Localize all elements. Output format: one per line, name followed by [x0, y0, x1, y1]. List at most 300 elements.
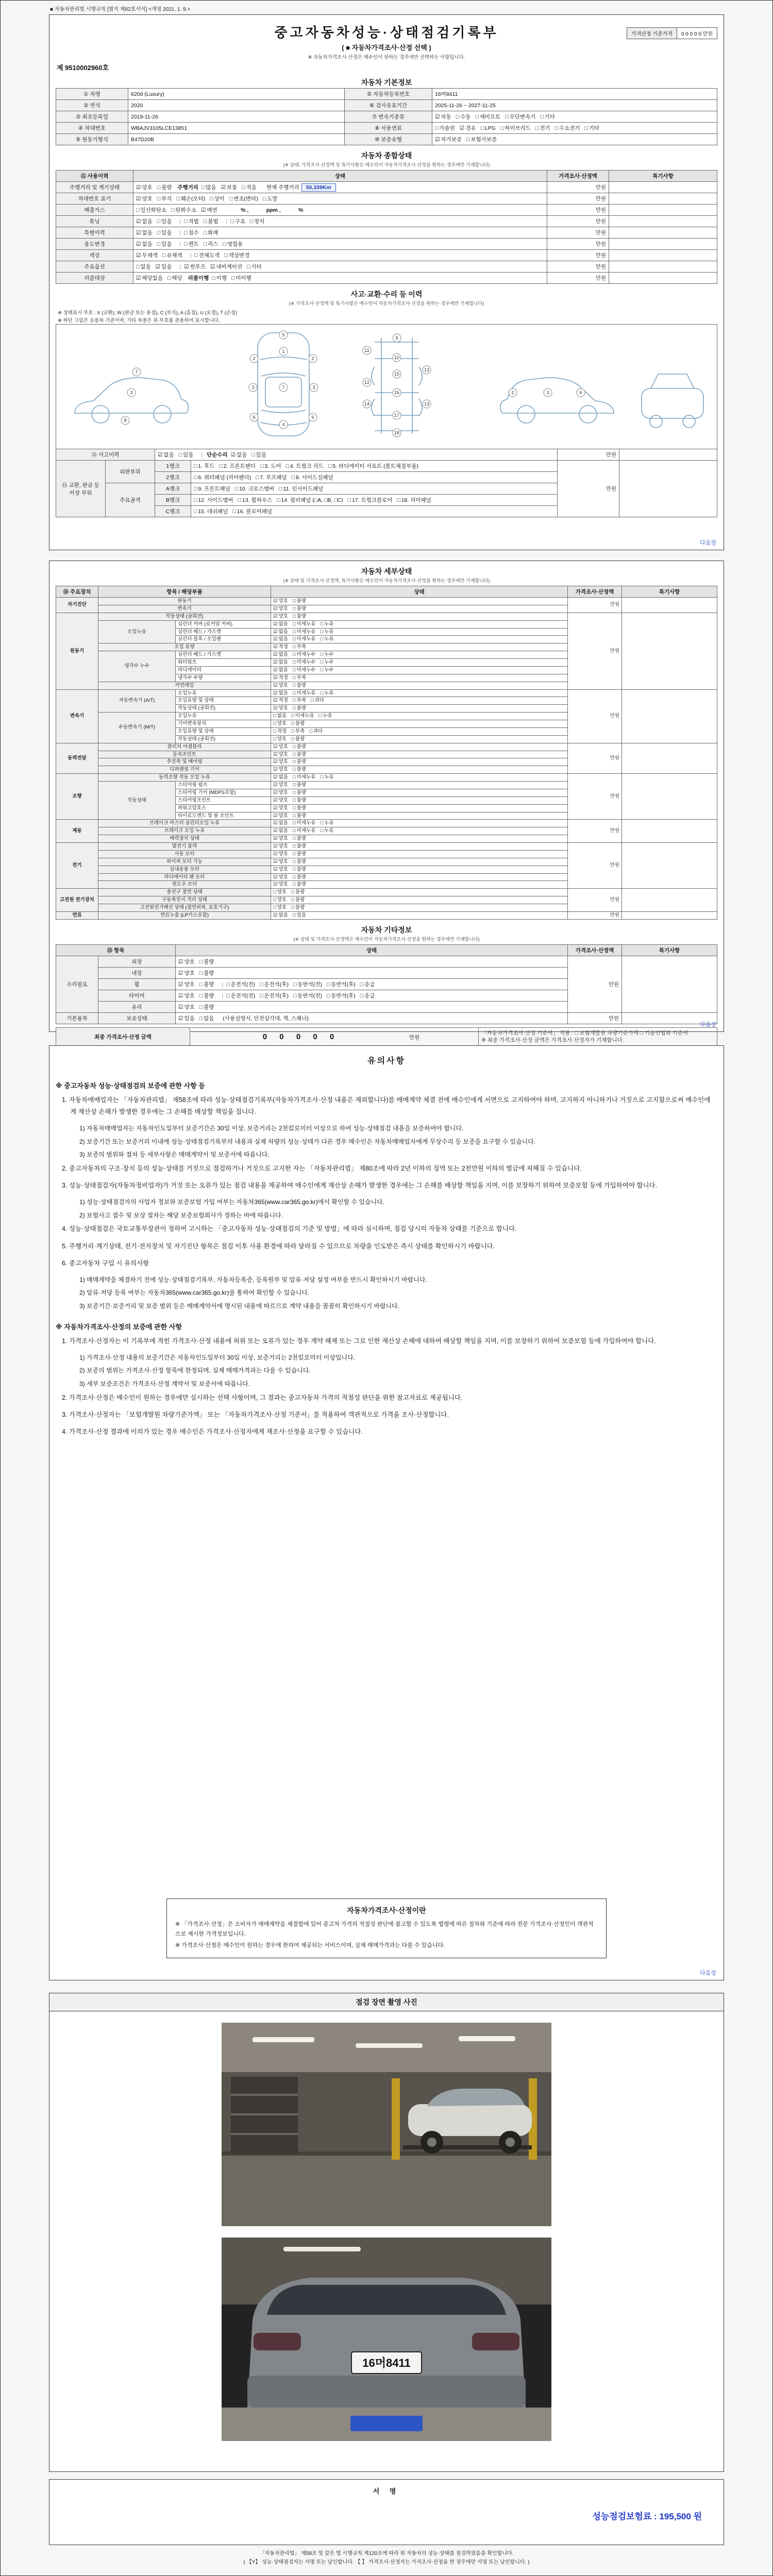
diagram-number: [363, 400, 371, 408]
status-cell: [271, 751, 568, 758]
sub-part-label: 오일유량 및 상태: [176, 697, 271, 705]
checked-checkbox-icon: ☑: [273, 759, 278, 765]
checkbox-option: ☑ 양호: [273, 682, 288, 688]
checked-checkbox-icon: ☑: [273, 767, 278, 773]
sub-part-label: 워터펌프: [176, 659, 271, 667]
separator: |: [222, 981, 224, 988]
status-cell: [176, 978, 568, 990]
item-label: 냉각수 누수: [98, 651, 176, 682]
checkbox-option: ☑ 양호: [273, 858, 288, 865]
notice-item: 6. 중고자동차 구입 시 유의사항: [62, 1259, 149, 1267]
unchecked-checkbox-icon: □: [292, 705, 296, 711]
diagram-number: [544, 388, 552, 397]
part-item: □ 10. 크로스멤버: [234, 486, 275, 492]
unchecked-checkbox-icon: □: [157, 241, 161, 247]
checkbox-option: □ 응급: [360, 981, 375, 988]
diagram-number: [393, 370, 401, 378]
rear-photo-illustration: [222, 2238, 551, 2441]
checkbox-option: □ 누유: [320, 690, 334, 696]
price-definition-title: 자동차가격조사·산정이란: [347, 1906, 426, 1914]
diagram-number: [121, 416, 129, 425]
item-label: 와이퍼 모터 기능: [98, 858, 271, 866]
header-state: 상태: [133, 171, 547, 182]
checked-checkbox-icon: ☑: [273, 743, 278, 750]
status-cell: [271, 651, 568, 659]
checked-checkbox-icon: ☑: [273, 774, 278, 781]
final-price-note-1: 「자동차가격조사·산정 기준서」 적용 : □ 보험개발원 차량기준가액 □ 기술인협회 기준서: [481, 1029, 688, 1036]
unchecked-checkbox-icon: □: [162, 252, 166, 259]
field-label: ① 차명: [56, 89, 128, 100]
diagram-number: [393, 353, 401, 362]
status-cell: [133, 205, 547, 216]
part-item: □ 17. 트렁크플로어: [347, 497, 393, 503]
price-cell: 만원: [547, 239, 609, 250]
price-cell: 만원: [568, 820, 622, 843]
checkbox-option: □ 색상변경: [224, 252, 250, 259]
signature-title: 서 명: [373, 2487, 400, 2495]
sub-part-label: 작동상태 (공회전): [176, 735, 271, 743]
checked-checkbox-icon: ☑: [273, 751, 278, 757]
device-group-label: 제동: [56, 820, 98, 843]
checkbox-option: ☑ 양호: [273, 782, 288, 788]
accident-history-options: [155, 449, 558, 461]
status-cell: [271, 758, 568, 766]
unchecked-checkbox-icon: □: [397, 497, 400, 503]
misc-group-label: 수리필요: [56, 956, 98, 1012]
unchecked-checkbox-icon: □: [178, 452, 182, 458]
unchecked-checkbox-icon: □: [223, 241, 226, 247]
unchecked-checkbox-icon: □: [249, 218, 254, 225]
checkbox-option: ☑ 없음: [273, 828, 288, 834]
unchecked-checkbox-icon: □: [203, 241, 207, 247]
checked-checkbox-icon: ☑: [273, 812, 278, 819]
checked-checkbox-icon: ☑: [273, 912, 278, 918]
checkbox-option: ☑ 양호: [273, 743, 288, 750]
inspection-photo-rear: [222, 2238, 551, 2441]
svg-text:4: 4: [282, 422, 285, 427]
rank-label: C랭크: [155, 506, 191, 517]
part-item: □ 9. 프론트패널: [194, 486, 230, 492]
sub-part-label: 기어변속장치: [176, 720, 271, 728]
accident-legend-1: ※ 상태표시 부호 : X (교환), W (판금 또는 용접), C (부식), A (흠집), U (요철), T (손상): [58, 310, 238, 316]
final-price-unit: 만원: [409, 1034, 420, 1041]
svg-text:2: 2: [511, 390, 514, 395]
status-cell: [271, 605, 568, 613]
usage-label: 용도변경: [56, 239, 133, 250]
header-remarks: 특기사항: [622, 586, 717, 598]
misc-info-table: [56, 944, 717, 1024]
price-definition-line: ※ 「가격조사·산정」은 소비자가 매매계약을 체결함에 있어 중고차 가격의 적절성 판단에 참고할 수 있도록 법령에 따른 절차와 기준에 따라 전문 가격조사·산정인이 객관적으로 제시한 가격정보입니다.: [175, 1921, 594, 1937]
checkbox-option: □ 부식: [157, 196, 172, 202]
overall-row: [56, 193, 717, 205]
notice-sub-item: 1) 자동차매매업자는 자동차인도일부터 보증기간은 30일 이상, 보증거리는 2천킬로미터 이상으로 하여 성능·상태점검 내용을 보증하여야 합니다.: [79, 1125, 464, 1132]
status-cell: [133, 227, 547, 239]
svg-text:6: 6: [253, 415, 256, 420]
item-label: 고전원전기배선 상태 (절연피복, 보호기구): [98, 904, 271, 912]
inspection-premium-label: 성능점검보험료 :: [592, 2512, 657, 2521]
misc-item-label: 내장: [98, 967, 176, 978]
unchecked-checkbox-icon: □: [226, 981, 230, 988]
unchecked-checkbox-icon: □: [292, 912, 296, 918]
checked-checkbox-icon: ☑: [221, 184, 226, 191]
status-cell: [133, 182, 547, 193]
unchecked-checkbox-icon: □: [157, 230, 161, 236]
unchecked-checkbox-icon: □: [347, 497, 351, 503]
checkbox-option: ☑ 양호: [178, 992, 195, 999]
unchecked-checkbox-icon: □: [293, 992, 297, 999]
status-cell: [176, 1001, 568, 1012]
checkbox-option: □ 훼손(오타): [176, 196, 206, 202]
checkbox-option: □ 기타: [584, 125, 600, 131]
accident-history-table: [56, 449, 717, 517]
item-label: 오일 유량: [98, 643, 271, 651]
diagram-number: [393, 429, 401, 437]
header-remarks: 특기사항: [622, 944, 717, 956]
svg-text:13: 13: [424, 367, 430, 372]
checkbox-option: □ 있음: [178, 452, 194, 458]
accident-history-label: ⑫ 사고이력: [56, 449, 155, 461]
svg-text:8: 8: [124, 418, 127, 423]
sub-part-label: 실린더 헤드 / 가스켓: [176, 651, 271, 659]
checked-checkbox-icon: ☑: [273, 836, 278, 842]
checkbox-option: ☑ 자동: [435, 114, 451, 120]
panel-photos: [49, 1993, 724, 2472]
checkbox-option: □ 미세누수: [292, 667, 316, 673]
final-price-note-2: ※ 최종 가격조사·산정 금액은 가격조사·산정자가 기재합니다.: [481, 1037, 624, 1044]
sub-part-label: 스티어링조인트: [176, 796, 271, 804]
unchecked-checkbox-icon: □: [210, 196, 213, 202]
checkbox-option: □ 불량: [292, 805, 306, 811]
checkbox-option: ☑ 양호: [273, 613, 288, 619]
diagram-number: [509, 388, 517, 397]
item-label: 윈도우 모터: [98, 881, 271, 889]
unchecked-checkbox-icon: □: [194, 497, 197, 503]
misc-extra-text: (사용설명서, 안전삼각대, 잭, 스패너): [223, 1015, 309, 1022]
checkbox-option: □ 불량: [292, 843, 306, 849]
footer-line-1: 「자동차관리법」 제58조 및 같은 법 시행규칙 제120조에 따라 위 자동차의 성능·상태를 점검하였음을 확인합니다.: [259, 2551, 514, 2556]
footer-line-2: ( 【Y】 성능·상태점검자는 서명 또는 날인합니다. 【 】 가격조사·산정자는 가격조사·산정을 한 경우에만 서명 또는 날인합니다. ): [243, 2560, 530, 2565]
unchecked-checkbox-icon: □: [326, 981, 330, 988]
checked-checkbox-icon: ☑: [459, 125, 465, 131]
price-cell: 만원: [568, 1012, 622, 1024]
field-value: 2025-11-26 ~ 2027-11-25: [432, 100, 717, 111]
unchecked-checkbox-icon: □: [273, 736, 276, 742]
notice-item: 2. 가격조사·산정은 매수인이 원하는 경우에만 실시하는 선택 사항이며, 그 결과는 중고자동차 가격의 적절성 판단을 위한 참고자료로 제공됩니다.: [62, 1394, 463, 1401]
item-label: 라디에이터 팬 모터: [98, 873, 271, 881]
field-options: [432, 134, 717, 145]
checked-checkbox-icon: ☑: [178, 958, 183, 965]
checked-checkbox-icon: ☑: [273, 874, 278, 880]
checkbox-option: ☑ 없음: [273, 690, 288, 696]
unchecked-checkbox-icon: □: [554, 125, 558, 131]
checkbox-option: □ 운전석(전): [226, 981, 256, 988]
outer-panel-label: 외판부위: [106, 461, 155, 483]
svg-text:3: 3: [312, 385, 315, 390]
checkbox-option: ☑ 양호: [178, 981, 195, 988]
unchecked-checkbox-icon: □: [273, 713, 276, 719]
checkbox-option: □ 미세누수: [292, 652, 316, 658]
next-page-link[interactable]: 다음장: [700, 1970, 716, 1976]
header-usage: ⑪ 사용이력: [56, 171, 133, 182]
price-cell: 만원: [558, 449, 619, 461]
checked-checkbox-icon: ☑: [178, 1015, 183, 1022]
unchecked-checkbox-icon: □: [320, 659, 324, 665]
unchecked-checkbox-icon: □: [360, 981, 364, 988]
status-cell: [271, 804, 568, 812]
checkbox-option: □ 미세누수: [292, 659, 316, 665]
unchecked-checkbox-icon: □: [260, 463, 264, 469]
diagram-number: [423, 366, 431, 374]
unchecked-checkbox-icon: □: [273, 721, 276, 726]
unchecked-checkbox-icon: □: [273, 905, 276, 910]
unchecked-checkbox-icon: □: [293, 981, 297, 988]
checkbox-option: □ 유채색: [162, 252, 182, 259]
notice-item: 2. 중고자동차의 구조·장치 등의 성능·상태를 거짓으로 점검하거나 거짓으로 고지한 자는 「자동차관리법」 제80조에 따라 2년 이하의 징역 또는 2천만원 이하의 벌금에 처해질 수 있습니다.: [62, 1165, 582, 1173]
checkbox-option: □ 불량: [199, 992, 214, 999]
overall-row: [56, 239, 717, 250]
svg-text:5: 5: [282, 332, 285, 337]
field-label: ⑤ 자동차등록번호: [345, 89, 432, 100]
next-page-link[interactable]: 다음장: [700, 540, 716, 546]
remarks-cell: [622, 774, 717, 820]
unchecked-checkbox-icon: □: [292, 674, 296, 681]
remarks-cell: [622, 598, 717, 613]
diagram-number: [393, 411, 401, 419]
checkbox-option: □ 전기: [535, 125, 550, 131]
status-cell: [271, 613, 568, 620]
remarks-cell: [622, 820, 717, 843]
next-page-link[interactable]: 다음장: [700, 1022, 716, 1028]
table-header-row: [56, 944, 717, 956]
table-header-row: [56, 171, 717, 182]
unchecked-checkbox-icon: □: [320, 820, 324, 826]
checkbox-option: ☑ 양호: [273, 759, 288, 765]
overall-row: [56, 205, 717, 216]
rank-parts: [191, 483, 558, 495]
unchecked-checkbox-icon: □: [292, 644, 296, 650]
unchecked-checkbox-icon: □: [292, 805, 296, 811]
checkbox-option: ☑ 없음: [273, 621, 288, 627]
checkbox-option: □ 부족: [292, 698, 306, 704]
checked-checkbox-icon: ☑: [273, 866, 278, 872]
price-cell: 만원: [547, 205, 609, 216]
overall-row: [56, 216, 717, 227]
part-item: □ 4. 트렁크 리드: [285, 463, 324, 469]
item-label: 배력장치 상태: [98, 835, 271, 843]
sub-part-label: 실린더 커버 (로커암 커버): [176, 620, 271, 628]
checkbox-option: □ 동반석(전): [293, 992, 322, 999]
checked-checkbox-icon: ☑: [273, 851, 278, 857]
unchecked-checkbox-icon: □: [292, 843, 296, 849]
checkbox-option: ☑ 양호: [273, 874, 288, 880]
inspection-premium-value: 195,500 원: [659, 2512, 702, 2521]
svg-text:3: 3: [546, 390, 549, 395]
checkbox-option: □ 불량: [292, 836, 306, 842]
svg-text:7: 7: [135, 369, 138, 375]
status-cell: [271, 866, 568, 873]
detail-row: [56, 889, 717, 896]
checkbox-option: ☑ 양호: [178, 970, 195, 976]
status-cell: [271, 674, 568, 682]
field-label: ⑥ 검사유효기간: [345, 100, 432, 111]
checkbox-option: □ 불량: [292, 789, 306, 795]
status-cell: [271, 659, 568, 667]
basic-info-table: [56, 88, 717, 145]
device-group-label: 전기: [56, 843, 98, 889]
field-value: WBAJV3105LCE13851: [128, 123, 345, 134]
unchecked-checkbox-icon: □: [226, 992, 230, 999]
checkbox-option: ☑ 없음: [273, 820, 288, 826]
rank-label: 1랭크: [155, 461, 191, 472]
unchecked-checkbox-icon: □: [292, 851, 296, 857]
unchecked-checkbox-icon: □: [328, 463, 332, 469]
exchange-rank-row: [56, 461, 717, 472]
status-cell: [271, 774, 568, 782]
diagram-number: [132, 368, 141, 376]
checkbox-option: ☑ 없음: [158, 452, 174, 458]
base-price-unit: 만원: [702, 31, 713, 37]
checkbox-option: ☑ 없음: [230, 452, 247, 458]
unchecked-checkbox-icon: □: [273, 728, 276, 734]
status-cell: [271, 911, 568, 919]
field-value: 2019-11-26: [128, 111, 345, 123]
sub-part-label: 타이로드엔드 및 볼 조인트: [176, 812, 271, 820]
diagram-number: [279, 347, 288, 355]
svg-text:11: 11: [364, 348, 369, 353]
unchecked-checkbox-icon: □: [292, 882, 296, 888]
checkbox-option: ☑ 양호: [273, 797, 288, 803]
unchecked-checkbox-icon: □: [292, 598, 296, 604]
checkbox-option: □ 리스: [203, 241, 219, 247]
notice-item: 1. 가격조사·산정자는 이 기록부에 적힌 가격조사·산정 내용에 허위 또는 오류가 있는 경우 계약 해제 또는 그로 인한 재산상 손해에 대하여 배상할 책임을 지며, 이를 보장하기 위하여 보증보험 등에 가입하여야 합니다.: [62, 1337, 656, 1345]
unchecked-checkbox-icon: □: [584, 125, 588, 131]
status-cell: [271, 827, 568, 835]
part-item: □ 8. 사이드실패널: [291, 474, 333, 481]
header-price: 가격조사·산정액: [568, 944, 622, 956]
sub-part-label: 파워고압호스: [176, 804, 271, 812]
header-price: 가격조사·산정액: [547, 171, 609, 182]
unchecked-checkbox-icon: □: [291, 721, 294, 726]
checkbox-option: □ 상이: [210, 196, 225, 202]
unchecked-checkbox-icon: □: [292, 820, 296, 826]
item-label: 동력조향 작동 오일 누유: [98, 774, 271, 782]
svg-text:12: 12: [364, 380, 370, 385]
notice-sub-item: 1) 매매계약을 체결하기 전에 성능·상태점검기록부, 자동차등록증, 등록원부 및 압류·저당 설정 여부를 반드시 확인하시기 바랍니다.: [79, 1276, 427, 1283]
unchecked-checkbox-icon: □: [176, 196, 180, 202]
notice-item: 3. 가격조사·산정자는 「보험개발원 차량기준가액」 또는 「자동차가격조사·산정 기준서」를 적용하여 객관적으로 가격을 조사·산정합니다.: [62, 1411, 449, 1418]
notice-part-b-items: [56, 1335, 717, 1443]
usage-label: 색상: [56, 250, 133, 261]
unchecked-checkbox-icon: □: [273, 889, 276, 895]
unchecked-checkbox-icon: □: [540, 114, 544, 120]
part-item: □ 11. 인사이드패널: [279, 486, 324, 492]
checked-checkbox-icon: ☑: [273, 805, 278, 811]
unchecked-checkbox-icon: □: [194, 463, 197, 469]
unchecked-checkbox-icon: □: [292, 605, 296, 612]
field-label: ⑦ 변속기종류: [345, 111, 432, 123]
header-state: 상태: [271, 586, 568, 598]
final-price-label: 최종 가격조사·산정 금액: [56, 1027, 190, 1046]
unchecked-checkbox-icon: □: [292, 613, 296, 619]
checkbox-option: □ 불량: [292, 858, 306, 865]
unchecked-checkbox-icon: □: [203, 218, 207, 225]
overall-condition-table: [56, 170, 717, 284]
inline-label: % , ppm , %: [223, 207, 304, 213]
unchecked-checkbox-icon: □: [194, 486, 197, 492]
remarks-cell: [609, 250, 717, 261]
unchecked-checkbox-icon: □: [199, 1004, 203, 1010]
checkbox-option: □ 누수: [320, 667, 334, 673]
checked-checkbox-icon: ☑: [158, 452, 163, 458]
checkbox-option: ☑ 양호: [273, 767, 288, 773]
misc-item-label: 유리: [98, 1001, 176, 1012]
status-cell: [133, 250, 547, 261]
unchecked-checkbox-icon: □: [320, 652, 324, 658]
part-item: □ 2. 프론트펜더: [219, 463, 256, 469]
status-cell: [271, 789, 568, 796]
item-label: 디퍼렌셜 기어: [98, 766, 271, 774]
remarks-cell: [609, 193, 717, 205]
device-group-label: 원동기: [56, 613, 98, 689]
diagram-number: [249, 383, 257, 392]
checkbox-option: □ 불량: [291, 889, 305, 895]
unchecked-checkbox-icon: □: [360, 992, 364, 999]
checkbox-option: □ 불량: [292, 767, 306, 773]
unchecked-checkbox-icon: □: [292, 621, 296, 627]
checkbox-option: □ 해당: [167, 275, 182, 281]
unchecked-checkbox-icon: □: [320, 629, 324, 635]
diagram-number: [310, 383, 318, 392]
header-item: ⑮ 항목: [56, 944, 176, 956]
item-label: 원동기: [98, 598, 271, 605]
remarks-cell: [622, 689, 717, 743]
inline-label: 리콜이행: [188, 275, 209, 281]
price-cell: 만원: [547, 182, 609, 193]
checkbox-option: ☑ 양호: [273, 705, 288, 711]
notice-sub-item: 1) 가격조사·산정 내용의 보증기간은 자동차인도일부터 30일 이상, 보증거리는 2천킬로미터 이상입니다.: [79, 1353, 356, 1361]
overall-row: [56, 227, 717, 239]
unchecked-checkbox-icon: □: [277, 497, 280, 503]
checkbox-option: □ 불량: [292, 751, 306, 757]
svg-text:2: 2: [253, 356, 256, 361]
checkbox-option: □ 불량: [199, 970, 214, 976]
sub-part-label: 오일누유: [176, 713, 271, 720]
checkbox-option: □ 무단변속기: [505, 114, 536, 120]
status-cell: [271, 835, 568, 843]
device-group-label: 변속기: [56, 689, 98, 743]
usage-label: 특별이력: [56, 227, 133, 239]
unchecked-checkbox-icon: □: [475, 114, 479, 120]
misc-group-label: 기본품목: [56, 1012, 98, 1024]
rank-label: 2랭크: [155, 472, 191, 483]
svg-text:14: 14: [364, 401, 370, 406]
status-cell: [271, 858, 568, 866]
basic-info-row: [56, 123, 717, 134]
checkbox-option: □ 불량: [292, 705, 306, 711]
checked-checkbox-icon: ☑: [273, 820, 278, 826]
unchecked-checkbox-icon: □: [292, 797, 296, 803]
remarks-cell: [619, 461, 717, 517]
item-label: 수동변속기 (M/T): [98, 713, 176, 743]
status-cell: [271, 873, 568, 881]
status-cell: [271, 666, 568, 674]
unchecked-checkbox-icon: □: [199, 1015, 203, 1022]
header-state: 상태: [176, 944, 568, 956]
notice-title: 유의사항: [367, 1057, 406, 1065]
checkbox-option: □ LPG: [480, 125, 496, 131]
rank-parts: [191, 461, 558, 472]
part-item: □ 14. 필러패널 (□A, □B, □C): [277, 497, 343, 503]
